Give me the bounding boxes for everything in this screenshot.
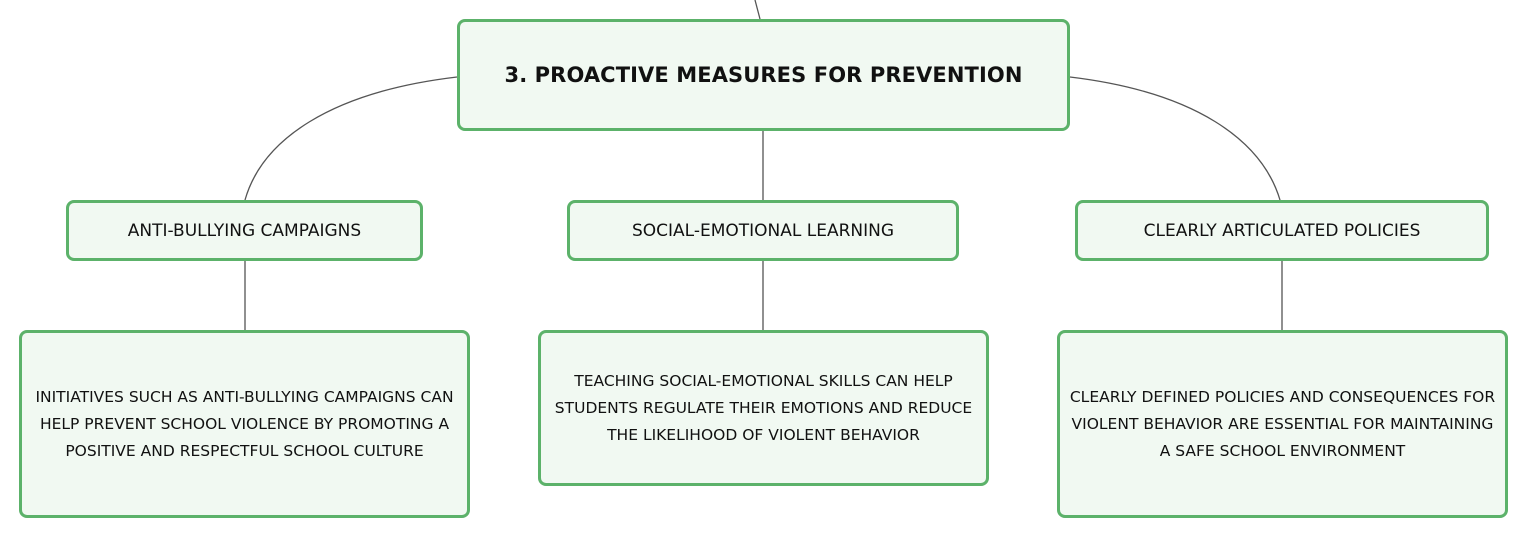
- topic-node-anti-bullying[interactable]: [66, 200, 423, 261]
- connector-root-to-topic-2: [1070, 77, 1280, 200]
- topic-node-label: SOCIAL-EMOTIONAL LEARNING: [631, 220, 895, 241]
- detail-node-social-emotional[interactable]: [538, 330, 989, 486]
- detail-node-policies[interactable]: [1057, 330, 1508, 518]
- connector-parent-to-root: [755, 0, 760, 19]
- detail-node-text: TEACHING SOCIAL-EMOTIONAL SKILLS CAN HELP STUDENTS REGULATE THEIR EMOTIONS AND REDUCE THE LIKELIHOOD OF VIOLENT BEHAVIOR: [554, 371, 973, 444]
- topic-node-label: ANTI-BULLYING CAMPAIGNS: [127, 220, 362, 241]
- detail-node-text: CLEARLY DEFINED POLICIES AND CONSEQUENCES FOR VIOLENT BEHAVIOR ARE ESSENTIAL FOR MAINTAINING A SAFE SCHOOL ENVIRONMENT: [1069, 387, 1496, 460]
- topic-node-label: CLEARLY ARTICULATED POLICIES: [1143, 220, 1421, 241]
- root-node-label: 3. PROACTIVE MEASURES FOR PREVENTION: [504, 63, 1023, 87]
- topic-node-social-emotional[interactable]: [567, 200, 959, 261]
- detail-node-text: INITIATIVES SUCH AS ANTI-BULLYING CAMPAIGNS CAN HELP PREVENT SCHOOL VIOLENCE BY PROMOTING A POSITIVE AND RESPECTFUL SCHOOL CULTURE: [35, 387, 454, 460]
- root-node[interactable]: [457, 19, 1070, 131]
- detail-node-anti-bullying[interactable]: [19, 330, 470, 518]
- topic-node-policies[interactable]: [1075, 200, 1489, 261]
- connector-root-to-topic-0: [245, 77, 457, 200]
